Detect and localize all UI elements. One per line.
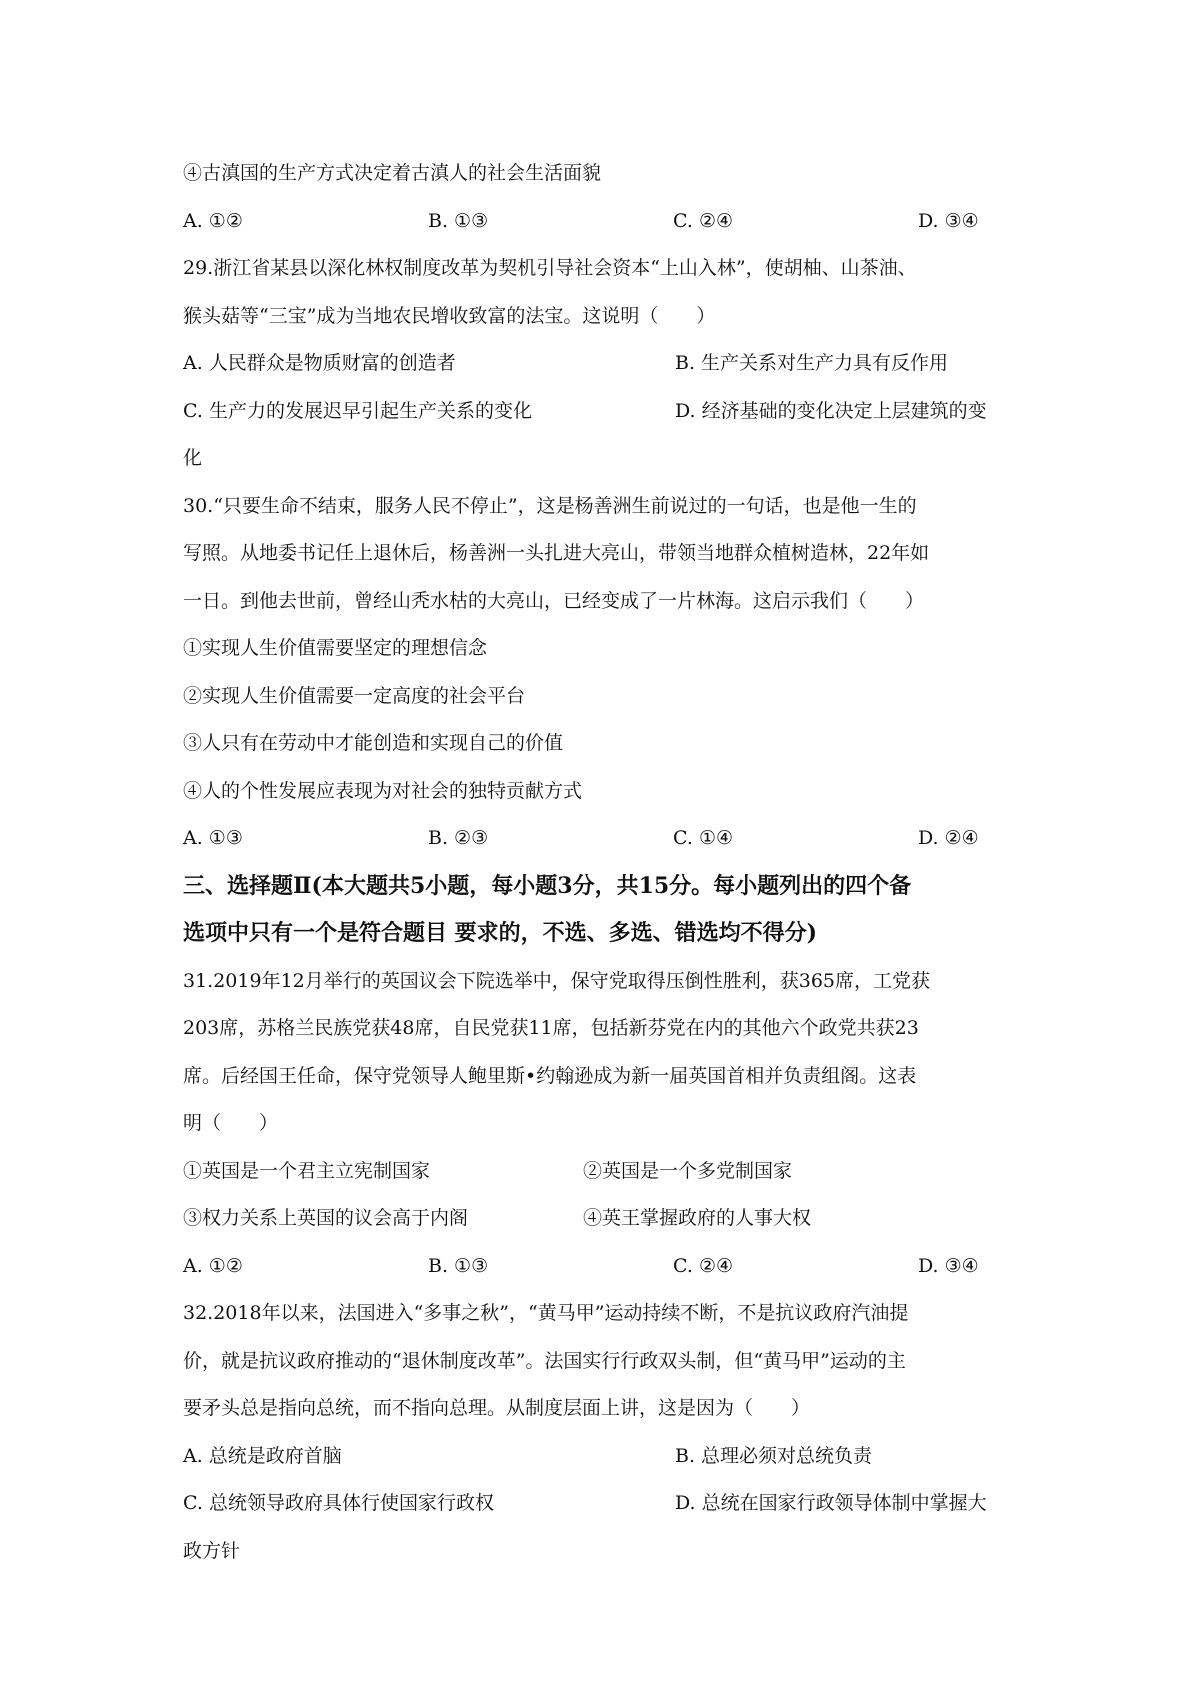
answer-option: B. ①③ xyxy=(428,1254,489,1277)
answer-option: B. 生产关系对生产力具有反作用 xyxy=(675,352,949,374)
answer-option: B. 总理必须对总统负责 xyxy=(675,1444,873,1467)
text-line: 31.2019年12月举行的英国议会下院选举中，保守党取得压倒性胜利，获365席，工党获 xyxy=(183,969,931,992)
text-line: ④人的个性发展应表现为对社会的独特贡献方式 xyxy=(183,779,583,802)
text-line: ②实现人生价值需要一定高度的社会平台 xyxy=(183,684,526,707)
text-line: 203席，苏格兰民族党获48席，自民党获11席，包括新芬党在内的其他六个政党共获23 xyxy=(183,1017,919,1039)
text-line: 一日。到他去世前，曾经山秃水枯的大亮山，已经变成了一片林海。这启示我们（ ） xyxy=(183,589,925,612)
answer-option: D. ②④ xyxy=(918,827,979,849)
answer-option: A. ①③ xyxy=(183,827,243,849)
answer-option: C. 总统领导政府具体行使国家行政权 xyxy=(183,1492,494,1514)
answer-option: A. 人民群众是物质财富的创造者 xyxy=(183,352,456,374)
answer-option: D. ③④ xyxy=(918,209,979,232)
text-line: 要矛头总是指向总统，而不指向总理。从制度层面上讲，这是因为（ ） xyxy=(183,1397,811,1419)
answer-option: D. 总统在国家行政领导体制中掌握大 xyxy=(675,1492,987,1514)
option-row xyxy=(183,1480,1023,1528)
text-line: 政方针 xyxy=(183,1539,241,1562)
option-row xyxy=(183,198,1023,246)
text-line: 30.“只要生命不结束，服务人民不停止”，这是杨善洲生前说过的一句话，也是他一生的 xyxy=(183,494,917,517)
answer-option: A. ①② xyxy=(183,209,243,232)
answer-option: C. ②④ xyxy=(673,1254,734,1277)
answer-option: A. 总统是政府首脑 xyxy=(183,1444,342,1467)
text-line: 写照。从地委书记任上退休后，杨善洲一头扎进大亮山，带领当地群众植树造林，22年如 xyxy=(183,542,930,564)
option-row xyxy=(183,1243,1023,1291)
answer-option: ①英国是一个君主立宪制国家 xyxy=(183,1159,431,1182)
answer-option: ④英王掌握政府的人事大权 xyxy=(583,1207,812,1229)
answer-option: ②英国是一个多党制国家 xyxy=(583,1159,793,1182)
document-body xyxy=(183,150,1023,1575)
text-line: 29.浙江省某县以深化林权制度改革为契机引导社会资本“上山入林”，使胡柚、山茶油、 xyxy=(183,257,917,279)
answer-option: C. ②④ xyxy=(673,209,734,232)
text-line: ①实现人生价值需要坚定的理想信念 xyxy=(183,637,488,659)
option-row xyxy=(183,388,1023,436)
option-row xyxy=(183,340,1023,388)
answer-option: ③权力关系上英国的议会高于内阁 xyxy=(183,1207,469,1229)
answer-option: B. ①③ xyxy=(428,209,489,232)
text-line: 席。后经国王任命，保守党领导人鲍里斯•约翰逊成为新一届英国首相并负责组阁。这表 xyxy=(183,1064,917,1087)
option-row xyxy=(183,1433,1023,1481)
text-line: ④古滇国的生产方式决定着古滇人的社会生活面貌 xyxy=(183,162,602,184)
answer-option: B. ②③ xyxy=(428,827,489,849)
option-row xyxy=(183,1148,1023,1196)
text-line: 明（ ） xyxy=(183,1112,279,1134)
answer-option: A. ①② xyxy=(183,1254,243,1277)
option-row xyxy=(183,815,1023,863)
text-line: 32.2018年以来，法国进入“多事之秋”，“黄马甲”运动持续不断，不是抗议政府汽油提 xyxy=(183,1302,909,1324)
answer-option: C. ①④ xyxy=(673,827,734,849)
section-heading: 选项中只有一个是符合题目 要求的，不选、多选、错选均不得分) xyxy=(183,920,818,946)
text-line: ③人只有在劳动中才能创造和实现自己的价值 xyxy=(183,732,564,754)
text-line: 化 xyxy=(183,447,203,469)
answer-option: C. 生产力的发展迟早引起生产关系的变化 xyxy=(183,399,532,422)
text-line: 猴头菇等“三宝”成为当地农民增收致富的法宝。这说明（ ） xyxy=(183,304,716,327)
answer-option: D. 经济基础的变化决定上层建筑的变 xyxy=(675,399,987,422)
answer-option: D. ③④ xyxy=(918,1254,979,1277)
section-heading: 三、选择题Ⅱ(本大题共5小题，每小题3分，共15分。每小题列出的四个备 xyxy=(183,872,912,899)
text-line: 价，就是抗议政府推动的“退休制度改革”。法国实行行政双头制，但“黄马甲”运动的主 xyxy=(183,1349,906,1372)
option-row xyxy=(183,1195,1023,1243)
